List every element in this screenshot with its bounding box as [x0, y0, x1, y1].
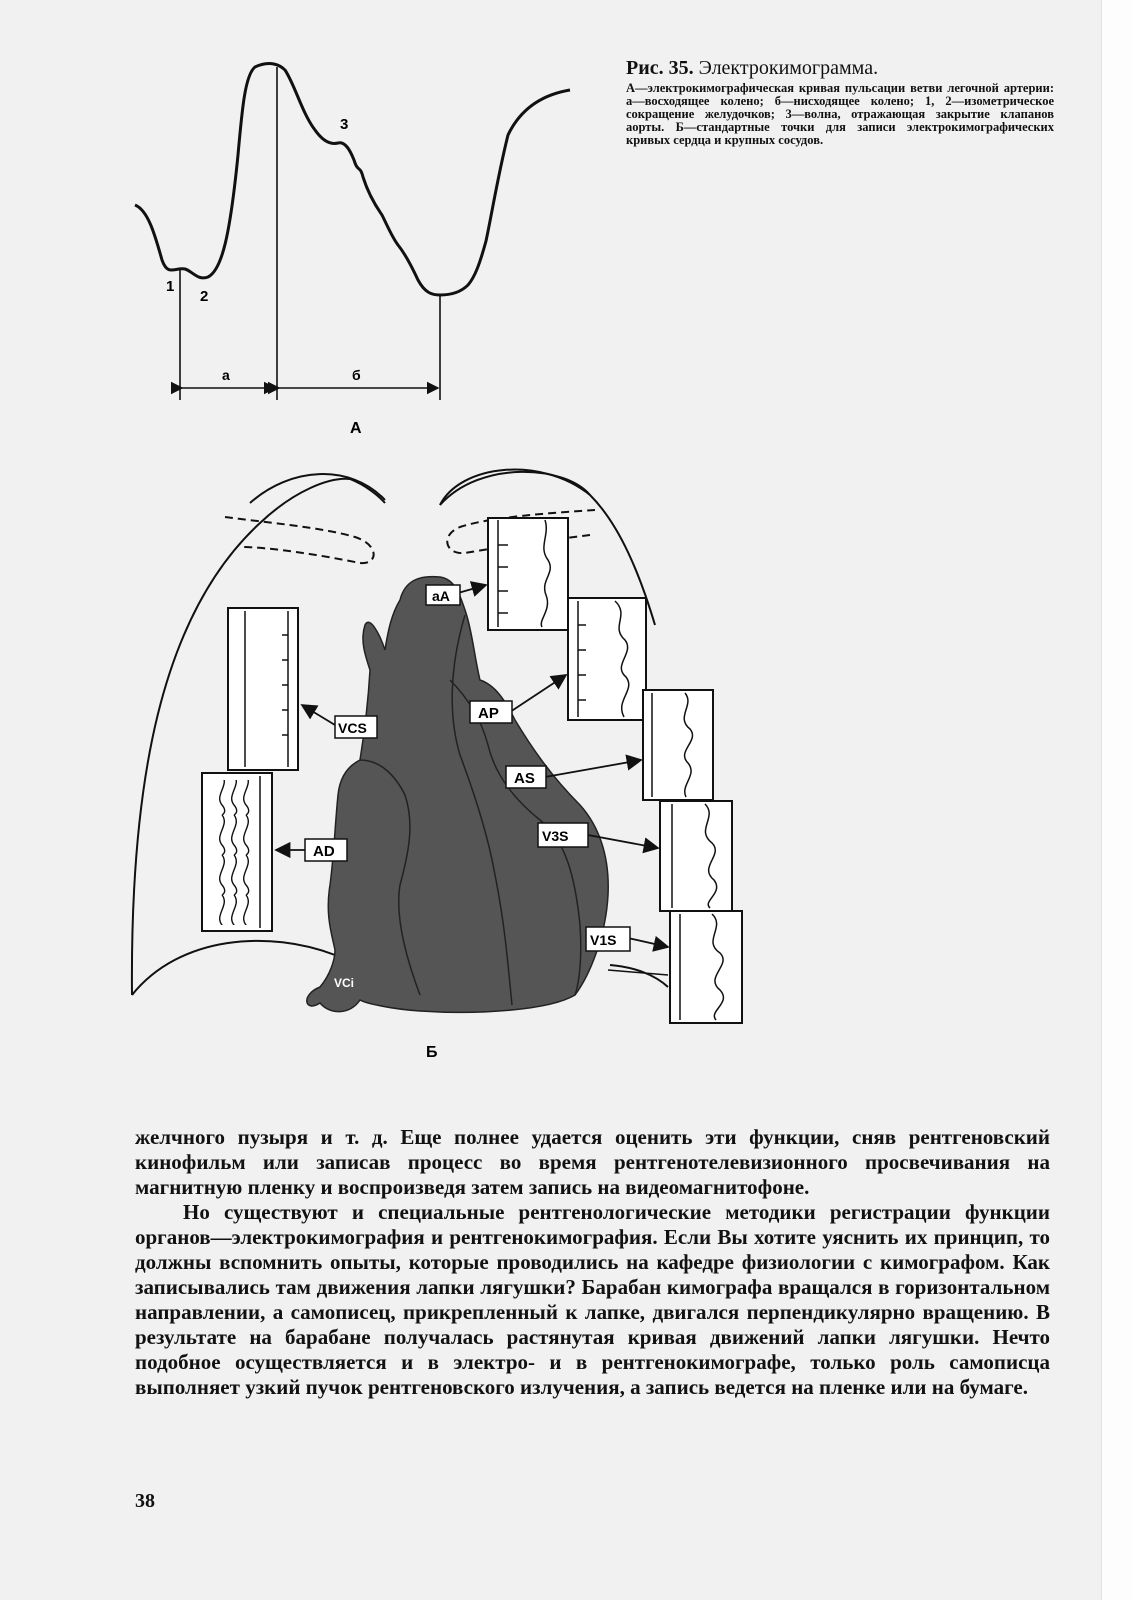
strip-aA — [488, 518, 568, 630]
strip-V1S — [670, 911, 742, 1023]
point-VCS — [335, 716, 377, 738]
caption-title: Электрокимограмма. — [698, 57, 879, 79]
svg-text:AP: AP — [478, 705, 499, 722]
caption-heading — [626, 57, 1054, 80]
page-edge — [1101, 0, 1132, 1600]
arrow-V1S — [628, 938, 668, 947]
point-2-label: 2 — [200, 288, 209, 305]
point-aA — [426, 585, 460, 605]
arrow-AP — [510, 675, 566, 712]
svg-text:aA: aA — [432, 588, 450, 604]
paragraph-1: желчного пузыря и т. д. Еще полнее удается оценить эти функции, сняв рентгеновский кинофильм или записав процесс во время рентгенотелевизионного просвечивания на магнитную пленку и воспроизведя затем запись на видеомагнитофоне. — [135, 1125, 1050, 1199]
diaphragm-right — [132, 941, 335, 995]
point-AD — [305, 839, 347, 861]
point-V3S — [538, 823, 588, 847]
point-1-label: 1 — [166, 278, 175, 295]
arrow-aA — [458, 585, 486, 593]
svg-text:AD: AD — [313, 843, 335, 860]
point-V1S — [586, 927, 630, 951]
heart-recording-points-figure — [120, 455, 770, 1095]
panel-a-label: А — [350, 420, 362, 437]
page-number: 38 — [135, 1490, 155, 1512]
strip-AS — [643, 690, 713, 800]
svg-text:V1S: V1S — [590, 932, 617, 948]
left-apex-arc — [440, 472, 590, 505]
segment-b-label: б — [352, 367, 361, 383]
point-3-label: 3 — [340, 116, 349, 133]
pulsation-curve — [135, 64, 570, 295]
panel-b-label: Б — [426, 1044, 438, 1061]
arrow-VCS — [302, 705, 335, 725]
electrokymogram-curve-figure — [130, 55, 590, 445]
svg-text:AS: AS — [514, 770, 535, 787]
strip-AP — [568, 598, 646, 720]
strip-V3S — [660, 801, 732, 911]
diaphragm-left — [610, 965, 668, 987]
body-text — [135, 1125, 1050, 1400]
segment-a-label: а — [222, 367, 230, 383]
point-AP — [470, 701, 512, 723]
svg-text:VCS: VCS — [338, 720, 367, 736]
strip-VCS — [228, 608, 298, 770]
right-clavicle — [225, 517, 374, 563]
point-VCi: VCi — [334, 976, 355, 990]
svg-text:V3S: V3S — [542, 828, 569, 844]
figure-caption — [626, 57, 1054, 147]
right-apex-arc — [250, 474, 385, 503]
paragraph-2: Но существуют и специальные рентгенологические методики регистрации функции органов—электрокимография и рентгенокимография. Если Вы хотите уяснить их принцип, то должны вспомнить опыты, которые проводились на кафедре физиологии с кимографом. Как записывались там движения лапки лягушки? Барабан кимографа вращался в горизонтальном направлении, а самописец, прикрепленный к лапке, двигался перпендикулярно вращению. В результате на барабане получалась растянутая кривая движений лапки лягушки. Нечто подобное осуществляется и в электро- и в рентгенокимографе, только роль самописца выполняет узкий пучок рентгеновского излучения, а запись ведется на пленке или на бумаге. — [135, 1200, 1050, 1399]
caption-text: А—электрокимографическая кривая пульсации ветви легочной артерии: а—восходящее колено; б—нисходящее колено; 1, 2—изометрическое сокращение желудочков; 3—волна, отражающая закрытие клапанов аорты. Б—стандартные точки для записи электрокимографических кривых сердца и крупных сосудов. — [626, 81, 1054, 147]
arrow-AS — [545, 760, 641, 777]
caption-number: Рис. 35. — [626, 57, 694, 79]
strip-AD — [202, 773, 272, 931]
point-AS — [506, 766, 546, 788]
